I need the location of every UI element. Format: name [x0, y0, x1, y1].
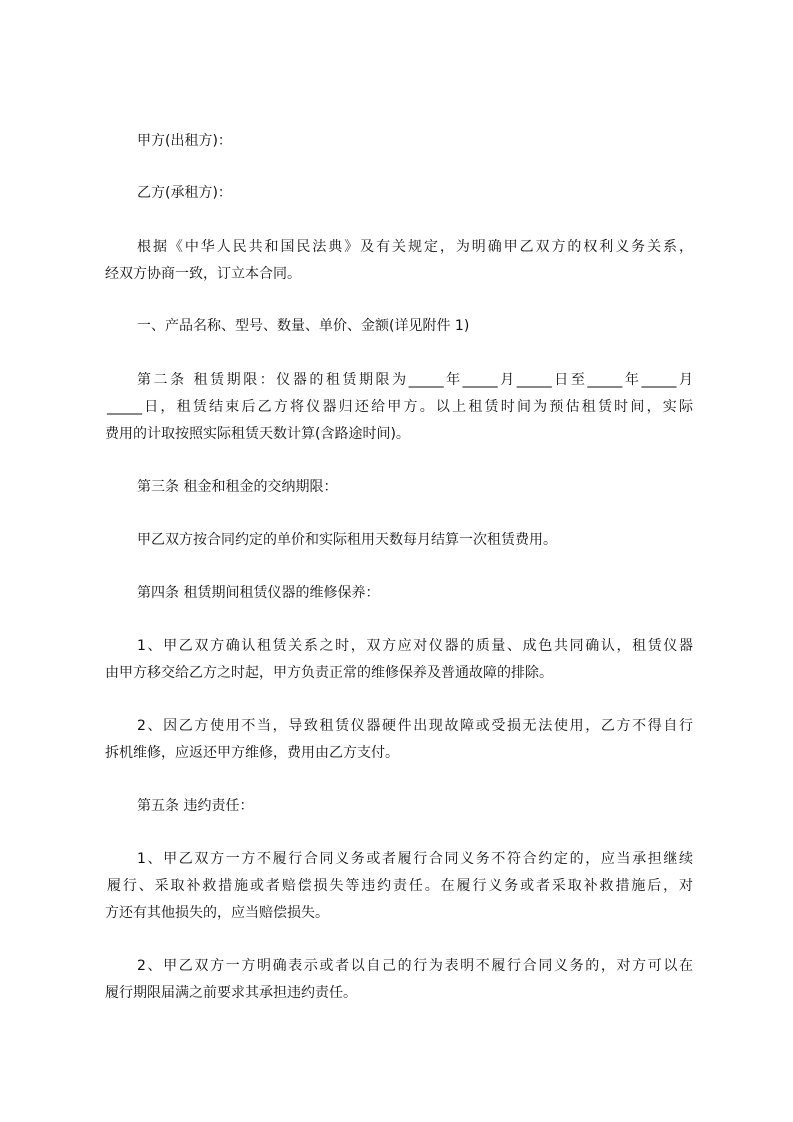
text-line: 第二条 租赁期限：仪器的租赁期限为_____年_____月_____日至_____年_____月 — [137, 372, 693, 388]
intro-paragraph — [105, 234, 693, 288]
party-a-label: 甲方(出租方)： — [137, 133, 232, 149]
text-line: 第三条 租金和租金的交纳期限： — [137, 479, 338, 495]
article4-item2 — [105, 713, 693, 767]
text-line: 拆机维修，应返还甲方维修，费用由乙方支付。 — [105, 745, 399, 761]
text-line: 1、甲乙双方一方不履行合同义务或者履行合同义务不符合约定的，应当承担继续 — [137, 851, 693, 867]
text-line: 经双方协商一致，订立本合同。 — [105, 266, 301, 282]
article1-heading — [105, 313, 693, 340]
article2-paragraph — [105, 367, 693, 448]
text-line: 费用的计取按照实际租赁天数计算(含路途时间)。 — [105, 426, 410, 442]
text-line: _____日，租赁结束后乙方将仪器归还给甲方。以上租赁时间为预估租赁时间，实际 — [107, 399, 693, 415]
article4-item1 — [105, 633, 693, 687]
text-line: 由甲方移交给乙方之时起，甲方负责正常的维修保养及普通故障的排除。 — [105, 665, 553, 681]
text-line: 方还有其他损失的，应当赔偿损失。 — [105, 905, 329, 921]
article3-body — [105, 527, 693, 554]
text-line: 第四条 租赁期间租赁仪器的维修保养： — [137, 585, 380, 601]
text-line: 第五条 违约责任： — [137, 798, 254, 814]
text-line: 1、甲乙双方确认租赁关系之时，双方应对仪器的质量、成色共同确认，租赁仪器 — [137, 638, 693, 654]
text-line: 履行期限届满之前要求其承担违约责任。 — [105, 985, 357, 1001]
text-line: 甲乙双方按合同约定的单价和实际租用天数每月结算一次租赁费用。 — [137, 532, 557, 548]
text-line: 履行、采取补救措施或者赔偿损失等违约责任。在履行义务或者采取补救措施后，对 — [107, 878, 693, 894]
text-line: 2、因乙方使用不当，导致租赁仪器硬件出现故障或受损无法使用，乙方不得自行 — [137, 718, 693, 734]
text-line: 根据《中华人民共和国民法典》及有关规定，为明确甲乙双方的权利义务关系， — [137, 239, 693, 255]
article3-title — [105, 474, 693, 501]
article5-item2 — [105, 953, 693, 1007]
party-b-label: 乙方(承租方)： — [137, 185, 232, 201]
party-a-line — [105, 128, 693, 155]
text-line: 一、产品名称、型号、数量、单价、金额(详见附件 1) — [137, 318, 470, 334]
party-b-line — [105, 180, 693, 207]
article4-title — [105, 580, 693, 607]
article5-title — [105, 793, 693, 820]
text-line: 2、甲乙双方一方明确表示或者以自己的行为表明不履行合同义务的，对方可以在 — [137, 958, 693, 974]
article5-item1 — [105, 846, 693, 927]
